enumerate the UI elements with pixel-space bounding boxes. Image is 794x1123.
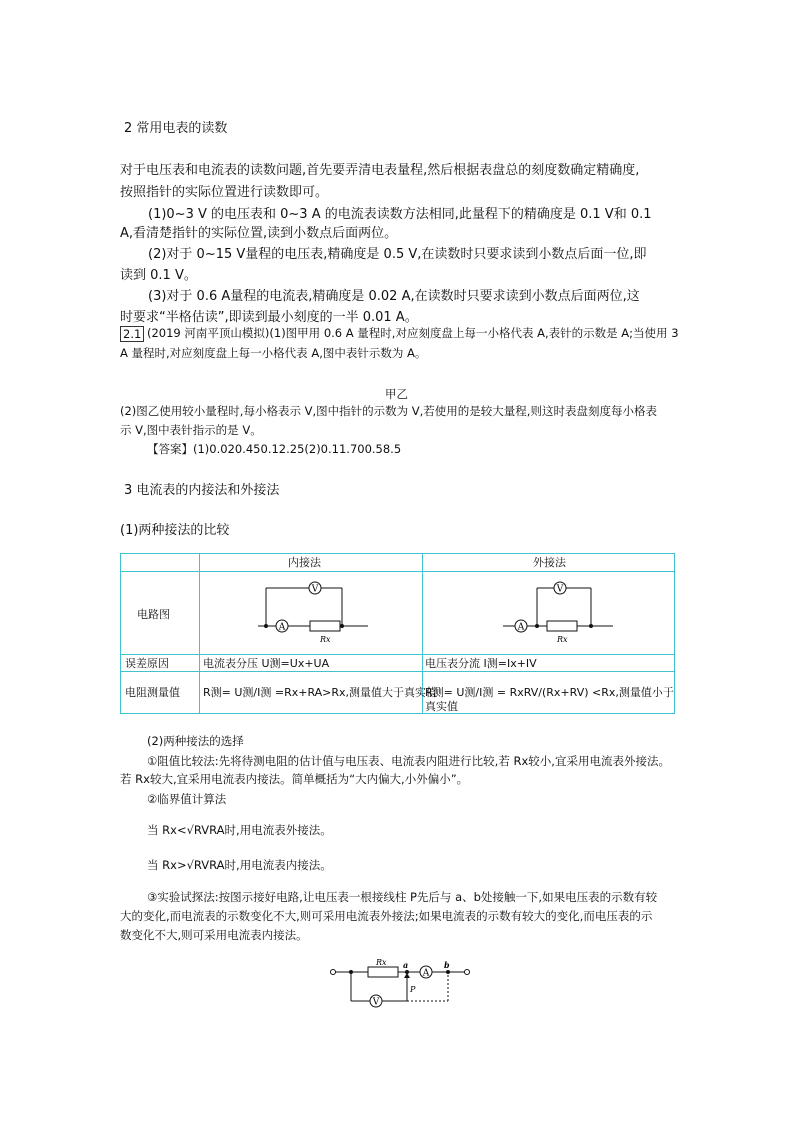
- inner-resist-cell: R测= U测/I测 =Rx+RA>Rx,测量值大于真实值: [203, 686, 438, 699]
- row-error-label: 误差原因: [125, 657, 169, 670]
- outer-error-cell: 电压表分流 I测=Ix+IV: [425, 657, 537, 670]
- method-1-line-1: ①阻值比较法:先将待测电阻的估计值与电压表、电流表内阻进行比较,若 Rx较小,宜采用电流表外接法。: [147, 754, 670, 768]
- answer-line: 【答案】(1)0.020.450.12.25(2)0.11.700.58.5: [147, 442, 402, 456]
- row-circuit-label: 电路图: [137, 608, 170, 621]
- outer-resist-cell: R测= U测/I测 = RxRV/(Rx+RV) <Rx,测量值小于真实值: [425, 686, 674, 713]
- voltmeter-symbol: V: [556, 584, 564, 595]
- section-2-heading: 2 常用电表的读数: [124, 121, 228, 136]
- example-tag: 2.1: [120, 326, 144, 342]
- node-b-label: b: [444, 960, 450, 970]
- item-2-line-2: 读到 0.1 V。: [120, 268, 197, 283]
- section-3-heading: 3 电流表的内接法和外接法: [124, 483, 280, 498]
- intro-line-2: 按照指针的实际位置进行读数即可。: [120, 185, 329, 200]
- intro-line-1: 对于电压表和电流表的读数问题,首先要弄清电表量程,然后根据表盘总的刻度数确定精确度,: [120, 163, 640, 178]
- item-3-line-1: (3)对于 0.6 A量程的电流表,精确度是 0.02 A,在读数时只要求读到小数点后面两位,这: [148, 289, 640, 304]
- method-2-case-b: 当 Rx>√RVRA时,用电流表内接法。: [147, 858, 332, 872]
- selection-title: (2)两种接法的选择: [147, 734, 244, 748]
- item-1-line-1: (1)0~3 V 的电压表和 0~3 A 的电流表读数方法相同,此量程下的精确度是 0.1 V和 0.1: [148, 207, 652, 222]
- resistor-label: Rx: [557, 635, 568, 644]
- resistor-label: Rx: [376, 958, 387, 967]
- comparison-subtitle: (1)两种接法的比较: [120, 523, 230, 538]
- item-1-line-2: A,看清楚指针的实际位置,读到小数点后面两位。: [120, 226, 398, 241]
- example-part2-line-1: (2)图乙使用较小量程时,每小格表示 V,图中指针的示数为 V,若使用的是较大量程,则这时表盘刻度每小格表: [120, 404, 657, 418]
- method-2-title: ②临界值计算法: [147, 792, 227, 806]
- probe-label: P: [410, 985, 416, 994]
- node-a-label: a: [403, 960, 409, 970]
- example-line-1: (2019 河南平顶山模拟)(1)图甲用 0.6 A 量程时,对应刻度盘上每一小格代表 A,表针的示数是 A;当使用 3: [147, 326, 679, 340]
- ammeter-symbol: A: [422, 968, 430, 979]
- ammeter-symbol: A: [517, 622, 525, 633]
- resistor-label: Rx: [320, 635, 331, 644]
- method-3-line-1: ③实验试探法:按图示接好电路,让电压表一根接线柱 P先后与 a、b处接触一下,如果电压表的示数有较: [147, 890, 658, 904]
- method-3-line-3: 数变化不大,则可采用电流表内接法。: [120, 928, 308, 942]
- item-2-line-1: (2)对于 0~15 V量程的电压表,精确度是 0.5 V,在读数时只要求读到小数点后面一位,即: [148, 247, 647, 262]
- example-part2-line-2: 示 V,图中表针指示的是 V。: [120, 423, 262, 437]
- trial-circuit-diagram: [330, 958, 470, 1018]
- inner-error-cell: 电流表分压 U测=Ux+UA: [203, 657, 330, 670]
- figure-caption: 甲乙: [385, 387, 408, 401]
- method-2-case-a: 当 Rx<√RVRA时,用电流表外接法。: [147, 823, 332, 837]
- row-resist-label: 电阻测量值: [125, 686, 180, 699]
- example-line-2: A 量程时,对应刻度盘上每一小格代表 A,图中表针示数为 A。: [120, 346, 427, 360]
- comparison-table: [120, 553, 675, 714]
- inner-circuit-diagram: [258, 575, 368, 651]
- method-3-line-2: 大的变化,而电流表的示数变化不大,则可采用电流表外接法;如果电流表的示数有较大的变化,而电压表的示: [120, 909, 653, 923]
- col-outer-header: 外接法: [533, 556, 566, 569]
- voltmeter-symbol: V: [372, 997, 380, 1008]
- method-1-line-2: 若 Rx较大,宜采用电流表内接法。简单概括为“大内偏大,小外偏小”。: [120, 772, 469, 786]
- col-inner-header: 内接法: [288, 556, 321, 569]
- item-3-line-2: 时要求“半格估读”,即读到最小刻度的一半 0.01 A。: [120, 310, 418, 325]
- outer-circuit-diagram: [503, 575, 613, 651]
- ammeter-symbol: A: [278, 622, 286, 633]
- voltmeter-symbol: V: [311, 584, 319, 595]
